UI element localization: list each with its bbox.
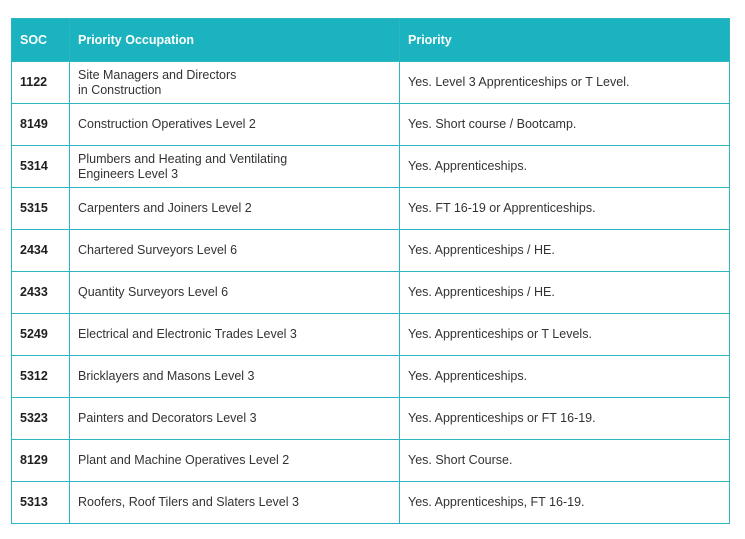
occupation-line1: Plumbers and Heating and Ventilating xyxy=(78,151,288,166)
priority-occupations-table xyxy=(11,18,730,524)
occupation-cell: Plant and Machine Operatives Level 2 xyxy=(70,440,400,482)
occupation-cell: Roofers, Roof Tilers and Slaters Level 3 xyxy=(70,482,400,524)
occupation-line1: Site Managers and Directors xyxy=(78,67,237,82)
priority-cell: Yes. Short course / Bootcamp. xyxy=(400,104,730,146)
occupation-cell: Carpenters and Joiners Level 2 xyxy=(70,188,400,230)
occupation-line2: in Construction xyxy=(78,82,162,97)
soc-code: 2433 xyxy=(12,272,70,314)
header-occupation: Priority Occupation xyxy=(70,19,400,62)
soc-code: 5313 xyxy=(12,482,70,524)
priority-cell: Yes. Apprenticeships or T Levels. xyxy=(400,314,730,356)
priority-cell: Yes. Apprenticeships, FT 16-19. xyxy=(400,482,730,524)
header-soc: SOC xyxy=(12,19,70,62)
priority-cell: Yes. Apprenticeships or FT 16-19. xyxy=(400,398,730,440)
table-row xyxy=(12,272,730,314)
priority-cell: Yes. Apprenticeships / HE. xyxy=(400,272,730,314)
occupation-cell: Painters and Decorators Level 3 xyxy=(70,398,400,440)
table-row xyxy=(12,398,730,440)
table-row xyxy=(12,356,730,398)
soc-code: 5314 xyxy=(12,146,70,188)
occupation-line2: Engineers Level 3 xyxy=(78,166,179,181)
table-row xyxy=(12,188,730,230)
occupation-cell: Bricklayers and Masons Level 3 xyxy=(70,356,400,398)
priority-cell: Yes. Apprenticeships. xyxy=(400,146,730,188)
soc-code: 8129 xyxy=(12,440,70,482)
occupation-cell: Construction Operatives Level 2 xyxy=(70,104,400,146)
priority-cell: Yes. Apprenticeships. xyxy=(400,356,730,398)
table-body xyxy=(12,62,730,524)
soc-code: 8149 xyxy=(12,104,70,146)
header-row xyxy=(12,19,730,62)
soc-code: 5312 xyxy=(12,356,70,398)
table-row xyxy=(12,482,730,524)
table-row xyxy=(12,314,730,356)
occupation-cell: Chartered Surveyors Level 6 xyxy=(70,230,400,272)
occupation-cell: Quantity Surveyors Level 6 xyxy=(70,272,400,314)
table-header xyxy=(12,19,730,62)
table-row xyxy=(12,62,730,104)
header-priority: Priority xyxy=(400,19,730,62)
soc-code: 2434 xyxy=(12,230,70,272)
occupation-cell xyxy=(70,146,400,188)
priority-cell: Yes. Apprenticeships / HE. xyxy=(400,230,730,272)
soc-code: 5323 xyxy=(12,398,70,440)
table-row xyxy=(12,146,730,188)
soc-code: 1122 xyxy=(12,62,70,104)
table-row xyxy=(12,440,730,482)
table-row xyxy=(12,104,730,146)
occupation-cell: Electrical and Electronic Trades Level 3 xyxy=(70,314,400,356)
priority-cell: Yes. Short Course. xyxy=(400,440,730,482)
priority-cell: Yes. Level 3 Apprenticeships or T Level. xyxy=(400,62,730,104)
soc-code: 5249 xyxy=(12,314,70,356)
occupation-cell xyxy=(70,62,400,104)
priority-cell: Yes. FT 16-19 or Apprenticeships. xyxy=(400,188,730,230)
table-row xyxy=(12,230,730,272)
soc-code: 5315 xyxy=(12,188,70,230)
